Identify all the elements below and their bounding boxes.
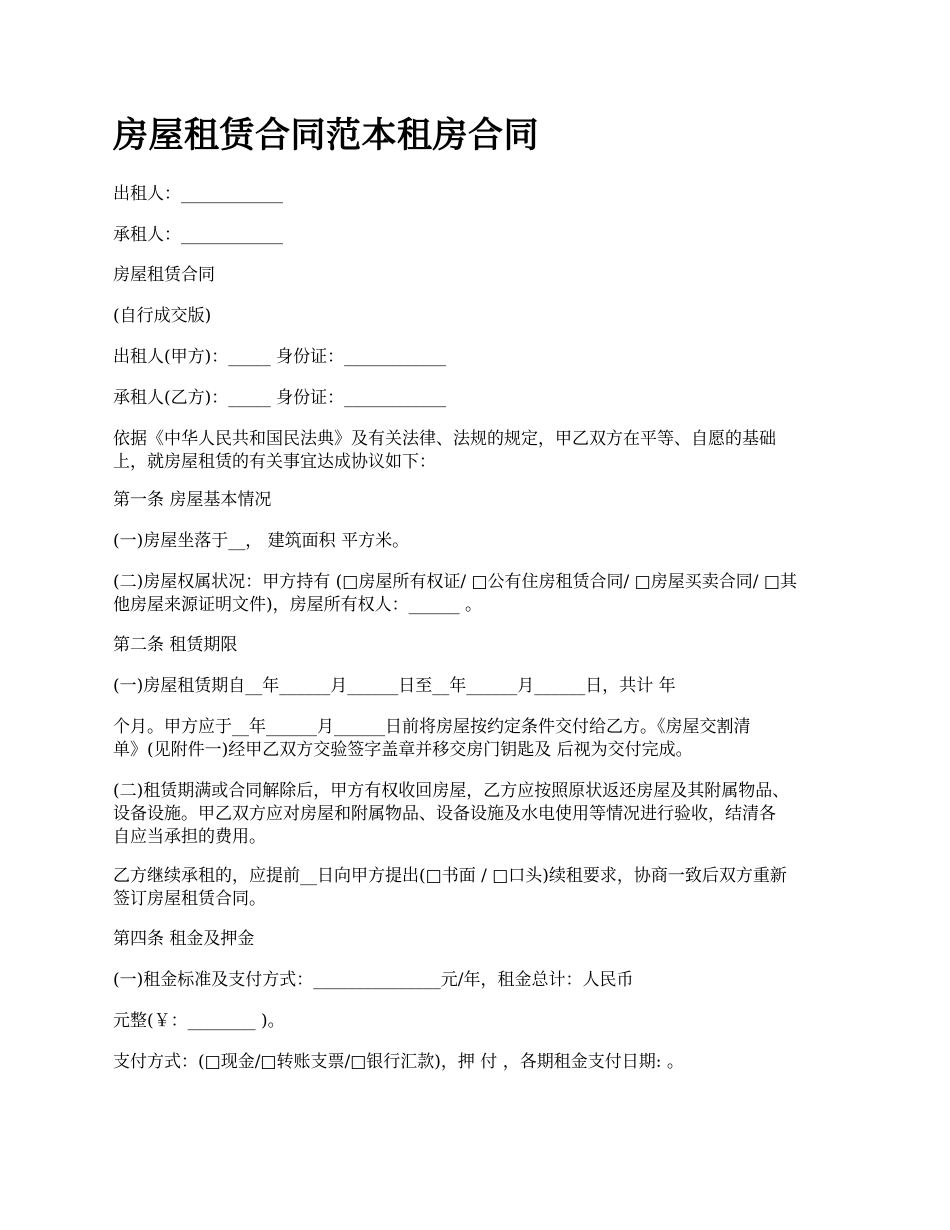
- text-line: 个月。甲方应于__年______月______日前将房屋按约定条件交付给乙方。《房屋交割清: [113, 717, 751, 737]
- lessee-blank-line: [113, 224, 843, 247]
- text-line: 乙方继续承租的，应提前__日向甲方提出(□书面 / □口头)续租要求，协商一致后双方重新: [113, 866, 787, 886]
- document-title: 房屋租赁合同范本租房合同: [113, 115, 540, 156]
- clause-paragraph: [113, 1051, 843, 1074]
- text-line: 单》(见附件一)经甲乙双方交验签字盖章并移交房门钥匙及 后视为交付完成。: [113, 740, 693, 760]
- clause-paragraph: [113, 716, 843, 762]
- text-line: 依据《中华人民共和国民法典》及有关法律、法规的规定，甲乙双方在平等、自愿的基础: [113, 429, 776, 449]
- text-line: 元整(￥：________ )。: [113, 1011, 285, 1031]
- article-heading: [113, 489, 843, 512]
- text-line: (一)房屋租赁期自__年______月______日至__年______月______日，共计 年: [113, 676, 676, 696]
- edition-note: [113, 305, 843, 328]
- clause-paragraph: [113, 865, 843, 911]
- text-line: (自行成交版): [113, 306, 212, 326]
- preamble-paragraph: [113, 428, 843, 474]
- text-line: 第二条 租赁期限: [113, 635, 238, 655]
- text-line: 签订房屋租赁合同。: [113, 889, 266, 909]
- text-line: (一)租金标准及支付方式：_______________元/年，租金总计：人民币: [113, 970, 634, 990]
- clause-paragraph: [113, 530, 843, 553]
- text-line: (二)房屋权属状况：甲方持有 (□房屋所有权证/ □公有住房租赁合同/ □房屋买卖合同/ □其: [113, 572, 797, 592]
- clause-paragraph: [113, 571, 843, 617]
- article-heading: [113, 928, 843, 951]
- text-line: 支付方式：(□现金/□转账支票/□银行汇款)，押 付 ，各期租金支付日期: 。: [113, 1052, 684, 1072]
- text-line: 第四条 租金及押金: [113, 929, 255, 949]
- text-line: 承租人：____________: [113, 225, 283, 245]
- text-line: 上，就房屋租赁的有关事宜达成协议如下：: [113, 452, 436, 472]
- clause-paragraph: [113, 1010, 843, 1033]
- text-line: 出租人(甲方)：_____ 身份证：____________: [113, 347, 447, 367]
- party-b-line: [113, 387, 843, 410]
- contract-name: [113, 264, 843, 287]
- text-line: (二)租赁期满或合同解除后，甲方有权收回房屋，乙方应按照原状返还房屋及其附属物品、: [113, 781, 790, 801]
- text-line: 承租人(乙方)：_____ 身份证：____________: [113, 388, 447, 408]
- text-line: 第一条 房屋基本情况: [113, 490, 272, 510]
- article-heading: [113, 634, 843, 657]
- clause-paragraph: [113, 969, 843, 992]
- text-line: 设备设施。甲乙双方应对房屋和附属物品、设备设施及水电使用等情况进行验收，结清各: [113, 804, 776, 824]
- clause-paragraph: [113, 780, 843, 849]
- text-line: 他房屋来源证明文件)，房屋所有权人：______ 。: [113, 595, 483, 615]
- text-line: 房屋租赁合同: [113, 265, 215, 285]
- text-line: 出租人：____________: [113, 184, 283, 204]
- text-line: 自应当承担的费用。: [113, 827, 266, 847]
- text-line: (一)房屋坐落于__， 建筑面积 平方米。: [113, 531, 410, 551]
- lessor-blank-line: [113, 183, 843, 206]
- clause-paragraph: [113, 675, 843, 698]
- party-a-line: [113, 346, 843, 369]
